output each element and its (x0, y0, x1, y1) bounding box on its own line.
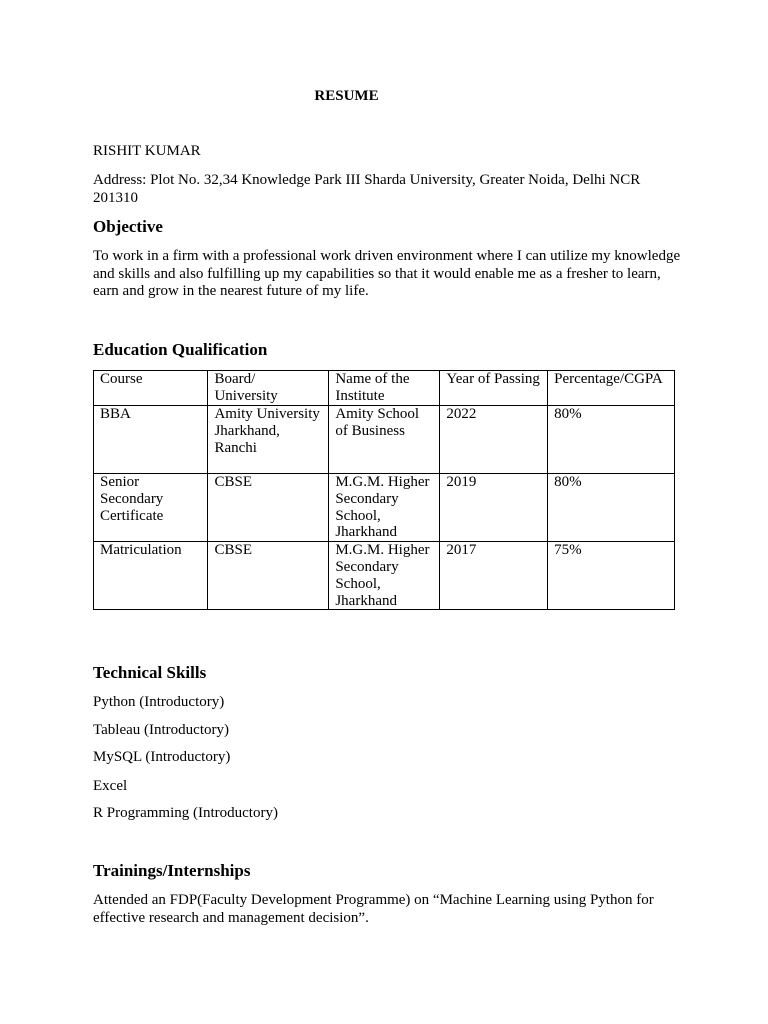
education-table (93, 370, 675, 610)
table-cell: M.G.M. Higher Secondary School, Jharkhand (329, 474, 440, 542)
skill-item: Tableau (Introductory) (93, 722, 229, 738)
table-cell: CBSE (208, 542, 329, 610)
table-header-row (94, 371, 675, 406)
objective-heading: Objective (93, 217, 163, 236)
table-row (94, 542, 675, 610)
table-header-cell: Board/ University (208, 371, 329, 406)
resume-title: RESUME (314, 88, 379, 104)
education-heading: Education Qualification (93, 340, 268, 359)
table-cell: 75% (548, 542, 675, 610)
skill-item: R Programming (Introductory) (93, 805, 278, 821)
trainings-text: Attended an FDP(Faculty Development Programme) on “Machine Learning using Python for effective research and management decision”. (93, 892, 654, 926)
address: Address: Plot No. 32,34 Knowledge Park III Sharda University, Greater Noida, Delhi NCR 201310 (93, 172, 641, 206)
table-cell: Amity School of Business (329, 406, 440, 474)
table-header-cell: Course (94, 371, 208, 406)
table-header-cell: Percentage/CGPA (548, 371, 675, 406)
skills-heading: Technical Skills (93, 663, 207, 682)
candidate-name: RISHIT KUMAR (93, 143, 201, 159)
table-cell: 80% (548, 406, 675, 474)
table-cell: CBSE (208, 474, 329, 542)
table-header-cell: Name of the Institute (329, 371, 440, 406)
trainings-heading: Trainings/Internships (93, 861, 251, 880)
skill-item: Excel (93, 778, 128, 794)
table-cell: Matriculation (94, 542, 208, 610)
table-cell: BBA (94, 406, 208, 474)
table-cell: 2022 (440, 406, 548, 474)
skill-item: Python (Introductory) (93, 694, 225, 710)
table-cell: Senior Secondary Certificate (94, 474, 208, 542)
table-row (94, 406, 675, 474)
skill-item: MySQL (Introductory) (93, 749, 231, 765)
table-header-cell: Year of Passing (440, 371, 548, 406)
table-cell: Amity University Jharkhand, Ranchi (208, 406, 329, 474)
table-cell: 80% (548, 474, 675, 542)
objective-text: To work in a firm with a professional work driven environment where I can utilize my knowledge and skills and also fulfilling up my capabilities so that it would enable me as a fresher to learn, earn and grow in the nearest future of my life. (93, 248, 681, 299)
table-cell: 2017 (440, 542, 548, 610)
table-cell: M.G.M. Higher Secondary School, Jharkhand (329, 542, 440, 610)
table-row (94, 474, 675, 542)
table-cell: 2019 (440, 474, 548, 542)
